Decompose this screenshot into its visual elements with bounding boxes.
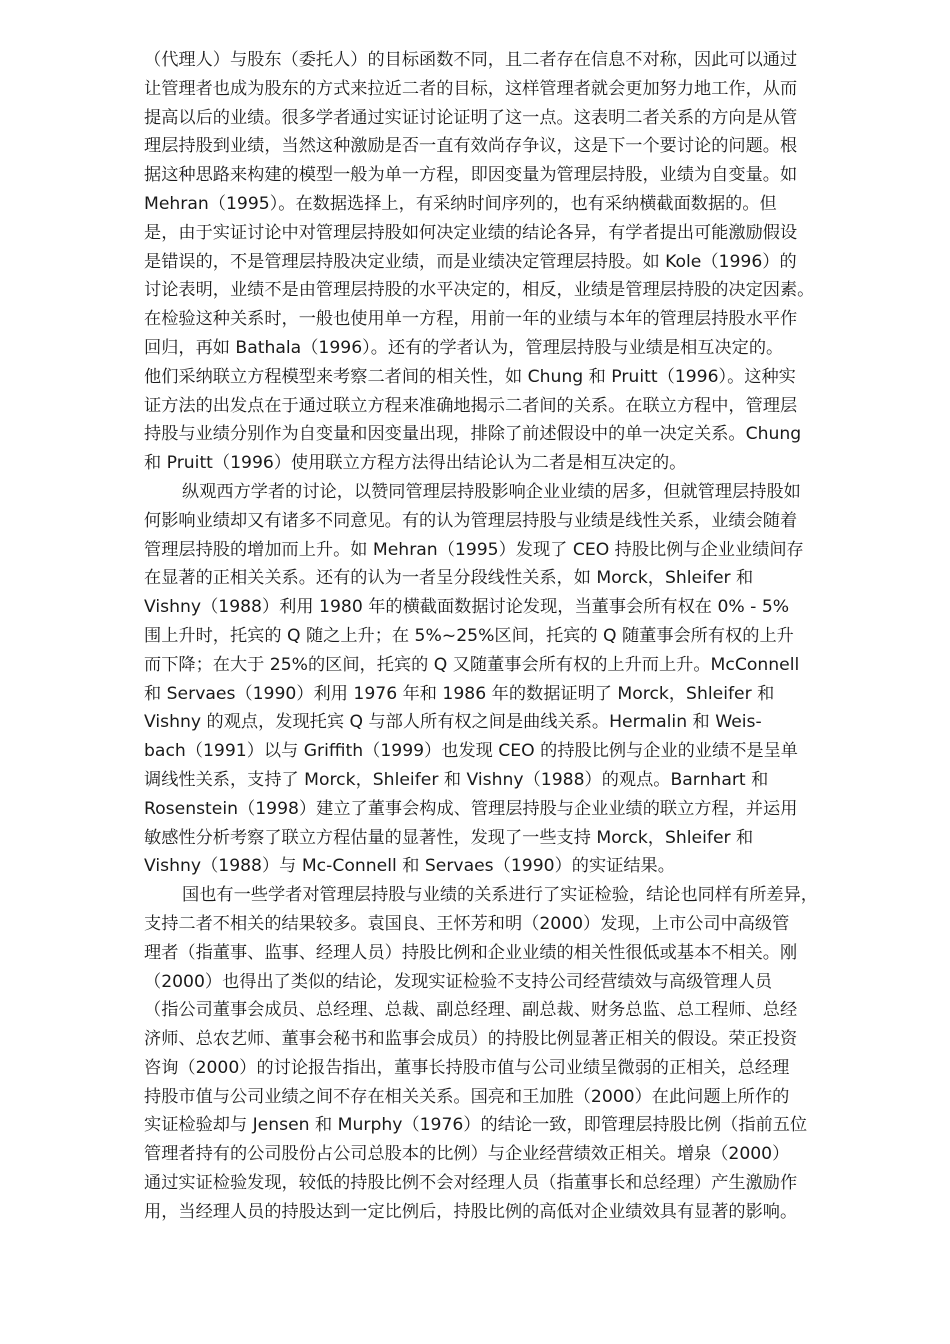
text-line: 提高以后的业绩。很多学者通过实证讨论证明了这一点。这表明二者关系的方向是从管 xyxy=(144,107,798,128)
text-line: 理者（指董事、监事、经理人员）持股比例和企业业绩的相关性很低或基本不相关。刚 xyxy=(144,942,798,963)
text-line: 和 Pruitt（1996）使用联立方程方法得出结论认为二者是相互决定的。 xyxy=(144,453,687,474)
text-line: 济师、总农艺师、董事会秘书和监事会成员）的持股比例显著正相关的假设。荣正投资 xyxy=(144,1029,798,1050)
text-line: 他们采纳联立方程模型来考察二者间的相关性，如 Chung 和 Pruitt（1996）。这种实 xyxy=(144,366,796,387)
text-line: 在检验这种关系时，一般也使用单一方程，用前一年的业绩与本年的管理层持股水平作 xyxy=(144,309,798,330)
text-line: 据这种思路来构建的模型一般为单一方程，即因变量为管理层持股，业绩为自变量。如 xyxy=(144,165,798,186)
text-line: Vishny（1988）与 Mc-Connell 和 Servaes（1990）的实证结果。 xyxy=(144,856,675,877)
text-line: 而下降；在大于 25%的区间，托宾的 Q 又随董事会所有权的上升而上升。McConnell xyxy=(144,654,800,675)
text-line: 是，由于实证讨论中对管理层持股如何决定业绩的结论各异，有学者提出可能激励假设 xyxy=(144,222,798,243)
text-line: 证方法的出发点在于通过联立方程来准确地揭示二者间的关系。在联立方程中，管理层 xyxy=(144,395,798,416)
text-line: Mehran（1995）。在数据选择上，有采纳时间序列的，也有采纳横截面数据的。但 xyxy=(144,193,777,214)
text-line: 国也有一些学者对管理层持股与业绩的关系进行了实证检验，结论也同样有所差异， xyxy=(182,885,818,906)
paragraph-3 xyxy=(144,881,894,1227)
text-line: 理层持股到业绩，当然这种激励是否一直有效尚存争议，这是下一个要讨论的问题。根 xyxy=(144,136,798,157)
text-line: Vishny（1988）利用 1980 年的横截面数据讨论发现，当董事会所有权在 0% - 5% xyxy=(144,597,790,618)
paragraph-2 xyxy=(144,478,894,881)
text-line: 和 Servaes（1990）利用 1976 年和 1986 年的数据证明了 Morck，Shleifer 和 xyxy=(144,683,775,704)
text-line: 管理者持有的公司股份占公司总股本的比例）与企业经营绩效正相关。增泉（2000） xyxy=(144,1144,790,1165)
text-line: 调线性关系，支持了 Morck，Shleifer 和 Vishny（1988）的观点。Barnhart 和 xyxy=(144,769,769,790)
text-line: （2000）也得出了类似的结论，发现实证检验不支持公司经营绩效与高级管理人员 xyxy=(144,971,773,992)
text-line: （指公司董事会成员、总经理、总裁、副总经理、副总裁、财务总监、总工程师、总经 xyxy=(144,1000,798,1021)
text-line: Rosenstein（1998）建立了董事会构成、管理层持股与企业业绩的联立方程，并运用 xyxy=(144,798,798,819)
text-line: 用，当经理人员的持股达到一定比例后，持股比例的高低对企业绩效具有显著的影响。 xyxy=(144,1201,798,1222)
text-line: 是错误的，不是管理层持股决定业绩，而是业绩决定管理层持股。如 Kole（1996）的 xyxy=(144,251,797,272)
text-line: 围上升时，托宾的 Q 随之上升；在 5%~25%区间，托宾的 Q 随董事会所有权的上升 xyxy=(144,625,794,646)
paragraph-1 xyxy=(144,46,894,478)
text-line: 何影响业绩却又有诸多不同意见。有的认为管理层持股与业绩是线性关系，业绩会随着 xyxy=(144,510,798,531)
text-line: 持股市值与公司业绩之间不存在相关关系。国亮和王加胜（2000）在此问题上所作的 xyxy=(144,1086,790,1107)
text-line: 实证检验却与 Jensen 和 Murphy（1976）的结论一致，即管理层持股比例（指前五位 xyxy=(144,1115,808,1136)
text-line: 在显著的正相关关系。还有的认为一者呈分段线性关系，如 Morck，Shleifer 和 xyxy=(144,568,754,589)
text-line: 支持二者不相关的结果较多。袁国良、王怀芳和明（2000）发现，上市公司中高级管 xyxy=(144,913,790,934)
text-line: 敏感性分析考察了联立方程估量的显著性，发现了一些支持 Morck，Shleifer 和 xyxy=(144,827,754,848)
text-line: 咨询（2000）的讨论报告指出，董事长持股市值与公司业绩呈微弱的正相关，总经理 xyxy=(144,1057,790,1078)
text-line: （代理人）与股东（委托人）的目标函数不同，且二者存在信息不对称，因此可以通过 xyxy=(144,50,798,70)
text-line: 回归，再如 Bathala（1996）。还有的学者认为，管理层持股与业绩是相互决定的。 xyxy=(144,337,784,358)
text-line: 讨论表明，业绩不是由管理层持股的水平决定的，相反，业绩是管理层持股的决定因素。 xyxy=(144,280,815,301)
text-line: 通过实证检验发现，较低的持股比例不会对经理人员（指董事长和总经理）产生激励作 xyxy=(144,1173,798,1194)
text-line: 持股与业绩分别作为自变量和因变量出现，排除了前述假设中的单一决定关系。Chung xyxy=(144,424,802,445)
document-page xyxy=(144,46,894,1227)
text-line: 让管理者也成为股东的方式来拉近二者的目标，这样管理者就会更加努力地工作，从而 xyxy=(144,78,798,99)
text-line: bach（1991）以与 Griffith（1999）也发现 CEO 的持股比例与企业的业绩不是呈单 xyxy=(144,741,798,762)
text-line: 管理层持股的增加而上升。如 Mehran（1995）发现了 CEO 持股比例与企业业绩间存 xyxy=(144,539,804,560)
text-line: Vishny 的观点，发现托宾 Q 与部人所有权之间是曲线关系。Hermalin 和 Weis- xyxy=(144,712,762,733)
text-line: 纵观西方学者的讨论，以赞同管理层持股影响企业业绩的居多，但就管理层持股如 xyxy=(182,481,801,502)
